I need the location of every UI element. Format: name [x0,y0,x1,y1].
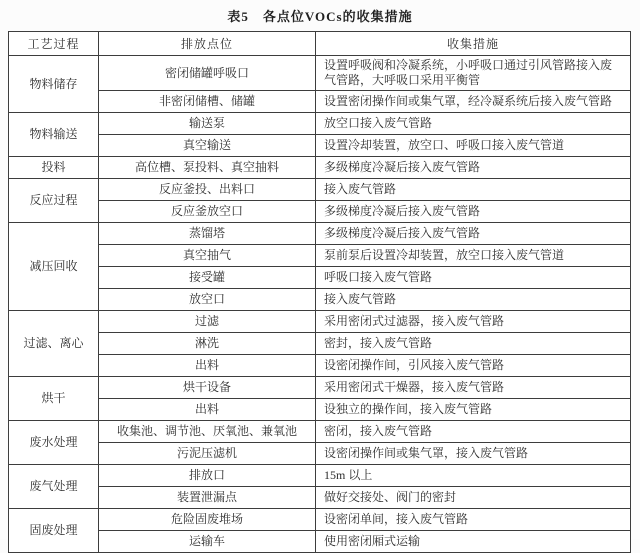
table-row [9,509,631,531]
process-cell: 投料 [9,157,99,179]
table-row [9,355,631,377]
collection-measure-cell: 采用密闭式干燥器，接入废气管路 [316,377,631,399]
table-row [9,443,631,465]
collection-measure-cell: 泵前泵后设置冷却装置，放空口接入废气管道 [316,245,631,267]
process-cell: 物料输送 [9,113,99,157]
process-cell: 烘干 [9,377,99,421]
emission-point-cell: 蒸馏塔 [99,223,316,245]
collection-measure-cell: 接入废气管路 [316,289,631,311]
collection-measure-cell: 设独立的操作间，接入废气管路 [316,399,631,421]
table-row [9,399,631,421]
emission-point-cell: 污泥压滤机 [99,443,316,465]
emission-point-cell: 装置泄漏点 [99,487,316,509]
collection-measure-cell: 做好交接处、阀门的密封 [316,487,631,509]
emission-point-cell: 淋洗 [99,333,316,355]
emission-point-cell: 密闭储罐呼吸口 [99,56,316,91]
table-row [9,245,631,267]
table-row [9,421,631,443]
collection-measure-cell: 密闭，接入废气管路 [316,421,631,443]
emission-point-cell: 高位槽、泵投料、真空抽料 [99,157,316,179]
table-row [9,531,631,553]
table-row [9,157,631,179]
emission-point-cell: 出料 [99,355,316,377]
collection-measure-cell: 设密闭单间，接入废气管路 [316,509,631,531]
table-row [9,289,631,311]
process-cell: 物料储存 [9,56,99,113]
table-row [9,56,631,91]
collection-measure-cell: 采用密闭式过滤器，接入废气管路 [316,311,631,333]
table-row [9,201,631,223]
table-body [9,56,631,553]
voc-collection-table [8,31,631,553]
emission-point-cell: 真空抽气 [99,245,316,267]
collection-measure-cell: 设密闭操作间，引风接入废气管路 [316,355,631,377]
collection-measure-cell: 设置冷却装置，放空口、呼吸口接入废气管道 [316,135,631,157]
collection-measure-cell: 设密闭操作间或集气罩，接入废气管路 [316,443,631,465]
process-cell: 反应过程 [9,179,99,223]
emission-point-cell: 出料 [99,399,316,421]
collection-measure-cell: 设置密闭操作间或集气罩，经冷凝系统后接入废气管路 [316,91,631,113]
collection-measure-cell: 使用密闭厢式运输 [316,531,631,553]
process-cell: 废气处理 [9,465,99,509]
table-row [9,333,631,355]
emission-point-cell: 烘干设备 [99,377,316,399]
collection-measure-cell: 放空口接入废气管路 [316,113,631,135]
emission-point-cell: 运输车 [99,531,316,553]
collection-measure-cell: 多级梯度冷凝后接入废气管路 [316,157,631,179]
table-row [9,267,631,289]
collection-measure-cell: 密封，接入废气管路 [316,333,631,355]
table-row [9,487,631,509]
collection-measure-cell: 接入废气管路 [316,179,631,201]
table-row [9,311,631,333]
collection-measure-cell: 多级梯度冷凝后接入废气管路 [316,201,631,223]
collection-measure-cell: 15m 以上 [316,465,631,487]
table-row [9,377,631,399]
emission-point-cell: 收集池、调节池、厌氧池、兼氧池 [99,421,316,443]
emission-point-cell: 放空口 [99,289,316,311]
emission-point-cell: 过滤 [99,311,316,333]
emission-point-cell: 真空输送 [99,135,316,157]
emission-point-cell: 反应釜放空口 [99,201,316,223]
emission-point-cell: 非密闭储槽、储罐 [99,91,316,113]
process-cell: 固废处理 [9,509,99,553]
table-title: 表5 各点位VOCs的收集措施 [227,9,413,24]
table-row [9,179,631,201]
collection-measure-cell: 设置呼吸阀和冷凝系统，小呼吸口通过引风管路接入废气管路，大呼吸口采用平衡管 [316,56,631,91]
process-cell: 减压回收 [9,223,99,311]
header-emission-point: 排放点位 [99,32,316,56]
collection-measure-cell: 呼吸口接入废气管路 [316,267,631,289]
process-cell: 废水处理 [9,421,99,465]
table-row [9,223,631,245]
table-row [9,465,631,487]
table-header-row [9,32,631,56]
table-row [9,135,631,157]
process-cell: 过滤、离心 [9,311,99,377]
emission-point-cell: 危险固废堆场 [99,509,316,531]
header-collection-measure: 收集措施 [316,32,631,56]
emission-point-cell: 输送泵 [99,113,316,135]
emission-point-cell: 接受罐 [99,267,316,289]
emission-point-cell: 排放口 [99,465,316,487]
table-row [9,91,631,113]
collection-measure-cell: 多级梯度冷凝后接入废气管路 [316,223,631,245]
header-process: 工艺过程 [9,32,99,56]
emission-point-cell: 反应釜投、出料口 [99,179,316,201]
table-row [9,113,631,135]
